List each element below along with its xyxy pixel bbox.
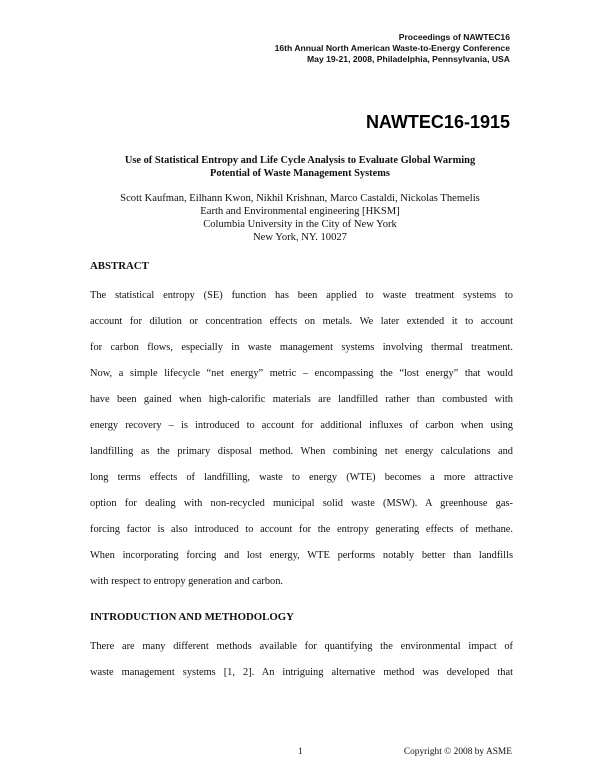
author-department: Earth and Environmental engineering [HKSM] bbox=[200, 206, 400, 217]
proceedings-line-1: Proceedings of NAWTEC16 bbox=[398, 32, 510, 42]
abstract-line: have been gained when high-calorific materials are landfilled rather than combusted with bbox=[90, 394, 513, 405]
title-line-2: Potential of Waste Management Systems bbox=[210, 168, 390, 179]
title-line-1: Use of Statistical Entropy and Life Cycle Analysis to Evaluate Global Warming bbox=[124, 155, 476, 166]
author-location: New York, NY. 10027 bbox=[253, 232, 347, 243]
abstract-line: with respect to entropy generation and carbon. bbox=[90, 576, 284, 587]
abstract-line: Now, a simple lifecycle “net energy” metric – encompassing the “lost energy” that would bbox=[90, 368, 513, 379]
author-names: Scott Kaufman, Eilhann Kwon, Nikhil Krishnan, Marco Castaldi, Nickolas Themelis bbox=[120, 193, 480, 204]
introduction-line: There are many different methods available for quantifying the environmental impact of bbox=[90, 641, 513, 652]
author-university: Columbia University in the City of New York bbox=[203, 219, 397, 230]
abstract-line: energy recovery – is introduced to account for additional influxes of carbon when using bbox=[90, 420, 513, 431]
abstract-line: account for dilution or concentration effects on metals. We later extended it to account bbox=[90, 316, 513, 327]
abstract-line: forcing factor is also introduced to account for the entropy generating effects of methane. bbox=[90, 524, 513, 535]
introduction-heading: INTRODUCTION AND METHODOLOGY bbox=[90, 611, 294, 623]
paper-id: NAWTEC16-1915 bbox=[365, 112, 510, 132]
copyright-notice: Copyright © 2008 by ASME bbox=[403, 747, 512, 757]
introduction-line: waste management systems [1, 2]. An intriguing alternative method was developed that bbox=[90, 667, 513, 678]
proceedings-line-3: May 19-21, 2008, Philadelphia, Pennsylvania, USA bbox=[307, 54, 510, 64]
author-block bbox=[40, 192, 560, 244]
abstract-line: The statistical entropy (SE) function has been applied to waste treatment systems to bbox=[90, 290, 513, 301]
proceedings-line-2: 16th Annual North American Waste-to-Energy Conference bbox=[274, 43, 510, 53]
page-number: 1 bbox=[298, 747, 303, 757]
abstract-line: landfilling as the primary disposal method. When combining net energy calculations and bbox=[90, 446, 513, 457]
abstract-line: option for dealing with non-recycled municipal solid waste (MSW). A greenhouse gas- bbox=[90, 498, 513, 509]
abstract-heading: ABSTRACT bbox=[90, 260, 149, 272]
abstract-line: for carbon flows, especially in waste management systems involving thermal treatment. bbox=[90, 342, 513, 353]
paper-title bbox=[80, 154, 520, 180]
abstract-line: long terms effects of landfilling, waste to energy (WTE) becomes a more attractive bbox=[90, 472, 513, 483]
abstract-line: When incorporating forcing and lost energy, WTE performs notably better than landfills bbox=[90, 550, 513, 561]
